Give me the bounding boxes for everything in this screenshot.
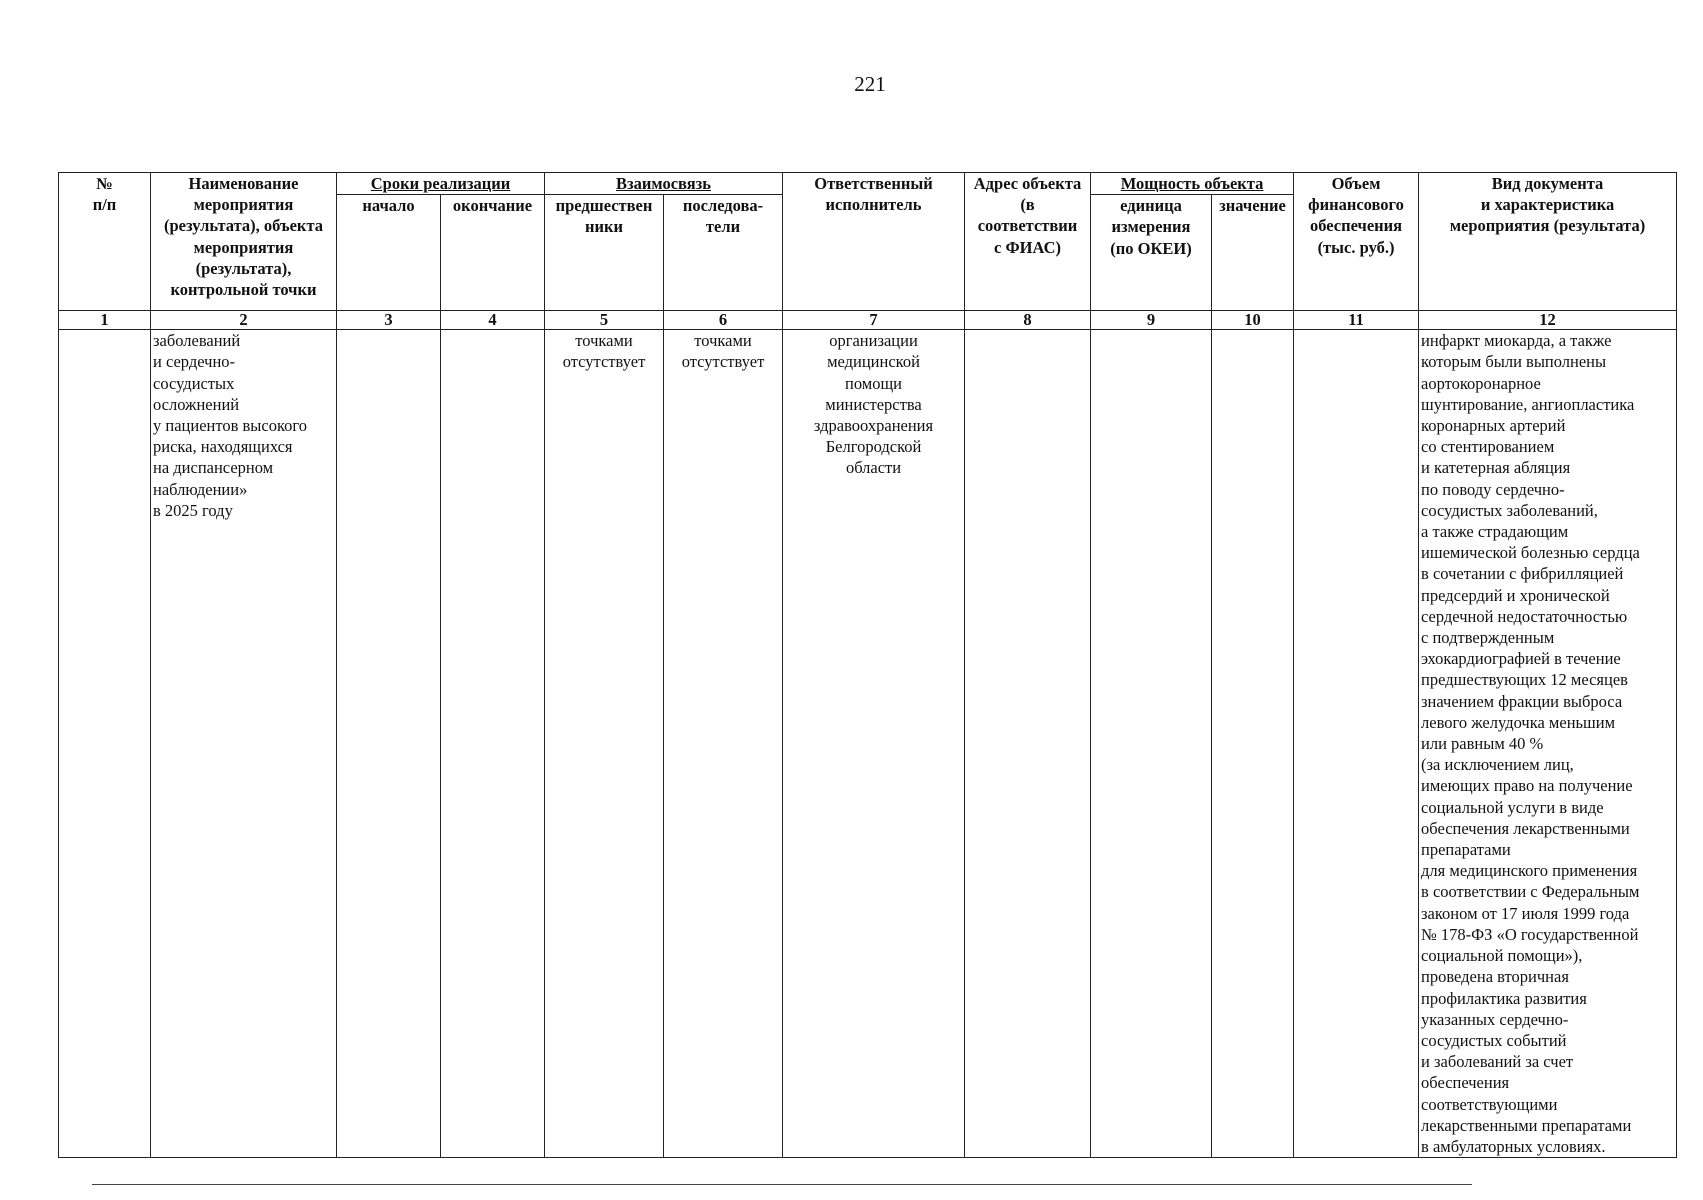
text-line: соответствующими	[1421, 1094, 1558, 1114]
text-line: обеспечения	[1421, 1073, 1510, 1093]
measures-table	[58, 172, 1677, 1158]
text-line: социальной услуги в виде	[1421, 797, 1604, 817]
text-line: министерства	[825, 394, 922, 414]
text-line: в амбулаторных условиях.	[1421, 1136, 1606, 1156]
text-line: с подтвержденным	[1421, 628, 1555, 648]
text-line: шунтирование, ангиопластика	[1421, 394, 1635, 414]
text-line: лекарственными препаратами	[1421, 1115, 1632, 1135]
text-line: которым были выполнены	[1421, 352, 1607, 372]
table-row	[59, 330, 1677, 1158]
text-line: законом от 17 июля 1999 года	[1421, 903, 1630, 923]
text-line: контрольной точки	[170, 280, 317, 300]
header-address	[965, 173, 1091, 311]
text-line: у пациентов высокого	[153, 416, 307, 436]
cell-value	[1212, 330, 1294, 1158]
cell-responsible	[783, 330, 965, 1158]
text-line: мероприятия	[193, 195, 294, 215]
cell-document	[1419, 330, 1677, 1158]
text-line: (результата),	[195, 258, 292, 278]
text-line: на диспансерном	[153, 458, 274, 478]
text-line: риска, находящихся	[153, 437, 293, 457]
header-successors	[664, 195, 783, 311]
text-line: инфаркт миокарда, а также	[1421, 331, 1612, 351]
text-line: Наименование	[188, 174, 299, 193]
cell-number	[59, 330, 151, 1158]
column-number: 2	[151, 311, 337, 330]
header-name	[151, 173, 337, 311]
header-number	[59, 173, 151, 311]
header-document	[1419, 173, 1677, 311]
text-line: (за исключением лиц,	[1421, 755, 1574, 775]
column-number: 10	[1212, 311, 1294, 330]
text-line: ники	[585, 217, 624, 237]
text-line: социальной помощи»),	[1421, 946, 1583, 966]
text-line: аортокоронарное	[1421, 373, 1541, 393]
text-line: предшествен	[555, 196, 653, 216]
text-line: Ответственный	[814, 174, 933, 193]
text-line: в соответствии с Федеральным	[1421, 882, 1640, 902]
cell-financing	[1294, 330, 1419, 1158]
cell-predecessors	[545, 330, 664, 1158]
text-line: области	[845, 458, 902, 478]
text-line: п/п	[92, 195, 117, 215]
header-responsible	[783, 173, 965, 311]
text-line: здравоохранения	[813, 416, 934, 436]
text-line: № 178-ФЗ «О государственной	[1421, 924, 1639, 944]
text-line: предшествующих 12 месяцев	[1421, 670, 1628, 690]
text-line: (результата), объекта	[164, 216, 323, 236]
footer-rule	[92, 1184, 1472, 1185]
cell-unit	[1091, 330, 1212, 1158]
cell-successors	[664, 330, 783, 1158]
header-value	[1212, 195, 1294, 311]
header-predecessors	[545, 195, 664, 311]
column-number: 4	[441, 311, 545, 330]
text-line: и катетерная абляция	[1421, 458, 1571, 478]
text-line: имеющих право на получение	[1421, 776, 1633, 796]
text-line: тели	[705, 217, 741, 237]
header-start	[337, 195, 441, 311]
text-line: отсутствует	[681, 352, 765, 372]
column-number: 6	[664, 311, 783, 330]
text-line: №	[96, 174, 113, 193]
text-line: наблюдении»	[153, 479, 248, 499]
text-line: (в	[1020, 195, 1035, 215]
text-line: (тыс. руб.)	[1317, 237, 1395, 257]
text-line: Вид документа	[1491, 174, 1604, 193]
cell-end	[441, 330, 545, 1158]
text-line: отсутствует	[562, 352, 646, 372]
column-number: 1	[59, 311, 151, 330]
header-group-terms: Сроки реализации	[337, 173, 545, 195]
text-line: (по ОКЕИ)	[1110, 238, 1192, 258]
text-line: ишемической болезнью сердца	[1421, 543, 1640, 563]
page-number: 221	[854, 72, 886, 96]
text-line: организации	[829, 331, 918, 351]
column-numbers-row	[59, 311, 1677, 330]
text-line: единица	[1120, 196, 1182, 216]
text-line: медицинской	[827, 352, 920, 372]
header-unit	[1091, 195, 1212, 311]
text-line: проведена вторичная	[1421, 967, 1569, 987]
cell-start	[337, 330, 441, 1158]
text-line: финансового	[1308, 195, 1404, 215]
text-line: препаратами	[1421, 840, 1511, 860]
text-line: точками	[694, 331, 752, 351]
text-line: мероприятия (результата)	[1449, 216, 1646, 236]
text-line: и заболеваний за счет	[1421, 1052, 1574, 1072]
cell-name	[151, 330, 337, 1158]
text-line: заболеваний	[153, 331, 241, 351]
column-number: 9	[1091, 311, 1212, 330]
header-row-1	[59, 173, 1677, 195]
text-line: обеспечения лекарственными	[1421, 818, 1630, 838]
text-line: и сердечно-	[153, 352, 236, 372]
text-line: с ФИАС)	[994, 237, 1061, 257]
text-line: левого желудочка меньшим	[1421, 712, 1616, 732]
text-line: для медицинского применения	[1421, 861, 1638, 881]
text-line: мероприятия	[193, 237, 294, 257]
header-group-capacity: Мощность объекта	[1091, 173, 1294, 195]
text-line: начало	[362, 196, 415, 216]
text-line: Адрес объекта	[973, 174, 1082, 193]
text-line: значение	[1219, 196, 1286, 216]
text-line: сосудистых событий	[1421, 1030, 1567, 1050]
text-line: и характеристика	[1480, 195, 1615, 215]
header-end	[441, 195, 545, 311]
column-number: 8	[965, 311, 1091, 330]
text-line: указанных сердечно-	[1421, 1009, 1569, 1029]
text-line: сосудистых заболеваний,	[1421, 500, 1598, 520]
text-line: эхокардиографией в течение	[1421, 649, 1621, 669]
text-line: соответствии	[977, 216, 1078, 236]
text-line: в сочетании с фибрилляцией	[1421, 564, 1624, 584]
text-line: помощи	[845, 373, 903, 393]
text-line: профилактика развития	[1421, 988, 1587, 1008]
cell-address	[965, 330, 1091, 1158]
column-number: 5	[545, 311, 664, 330]
header-group-links: Взаимосвязь	[545, 173, 783, 195]
column-number: 11	[1294, 311, 1419, 330]
text-line: измерения	[1111, 217, 1191, 237]
header-financing	[1294, 173, 1419, 311]
text-line: со стентированием	[1421, 437, 1555, 457]
text-line: Объем	[1331, 174, 1381, 193]
text-line: исполнитель	[825, 195, 922, 215]
text-line: предсердий и хронической	[1421, 585, 1610, 605]
text-line: коронарных артерий	[1421, 416, 1566, 436]
text-line: значением фракции выброса	[1421, 691, 1623, 711]
text-line: в 2025 году	[153, 500, 233, 520]
column-number: 3	[337, 311, 441, 330]
text-line: по поводу сердечно-	[1421, 479, 1565, 499]
text-line: осложнений	[153, 394, 240, 414]
text-line: обеспечения	[1309, 216, 1403, 236]
column-number: 7	[783, 311, 965, 330]
text-line: сосудистых	[153, 373, 235, 393]
text-line: или равным 40 %	[1421, 734, 1544, 754]
text-line: сердечной недостаточностью	[1421, 606, 1628, 626]
text-line: последова-	[682, 196, 764, 216]
text-line: окончание	[452, 196, 533, 216]
text-line: Белгородской	[825, 437, 922, 457]
text-line: а также страдающим	[1421, 522, 1569, 542]
column-number: 12	[1419, 311, 1677, 330]
text-line: точками	[575, 331, 633, 351]
